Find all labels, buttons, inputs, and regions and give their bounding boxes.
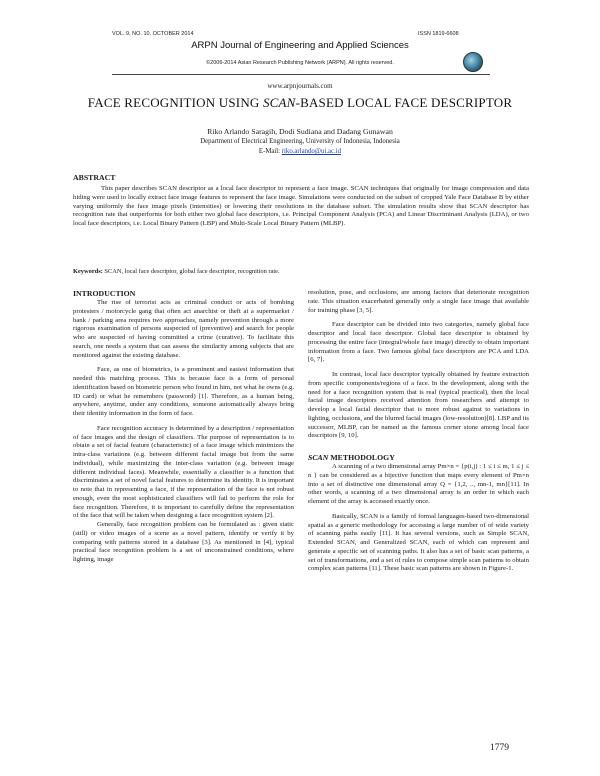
paper-title: [0, 95, 600, 111]
page-number: 1779: [490, 743, 509, 753]
email-line: [0, 148, 600, 155]
volume-info: VOL. 9, NO. 10, OCTOBER 2014: [112, 31, 194, 37]
method-heading-rest: METHODOLOGY: [328, 453, 395, 462]
right-column: [308, 289, 529, 574]
authors: Riko Arlando Saragih, Dodi Sudiana and Dadang Gunawan: [207, 127, 393, 136]
affiliation: Department of Electrical Engineering, University of Indonesia, Indonesia: [200, 138, 400, 145]
abstract-heading: ABSTRACT: [73, 173, 116, 182]
left-column: [73, 289, 294, 565]
keywords-label: Keywords:: [73, 268, 103, 275]
method-heading-scan: SCAN: [308, 453, 329, 462]
intro-paragraph-3: Face recognition accuracy is determined by a description / representation of face images and the design of classifiers. The purpose of representation is to obtain a set of facial feature (characteristic) of a face image which minimizes the intra-class variations (e.g. between different facial image but from the same individual), while maximizing the inter-class variation (e.g. between image different individual faces). Meanwhile, essentially a classifier is a function that discriminates a set of novel facial features to determine its identity. It is important to note that in representing a face, if the representation of the face is not robust enough, even the most sophisticated classifiers will fail to perform the role for face recognition. Therefore, it is important to carefully define the representation of the face that will be taken when designing a face recognition system [2].: [73, 424, 294, 520]
header-divider: [112, 74, 490, 75]
method-heading: [308, 453, 529, 463]
email-label: E-Mail:: [258, 148, 282, 155]
intro-heading: INTRODUCTION: [73, 289, 136, 298]
title-scan: SCAN: [262, 95, 296, 110]
title-part-2: -BASED LOCAL FACE DESCRIPTOR: [295, 95, 513, 110]
keywords-list: SCAN, local face descriptor, global face descriptor, recognition rate.: [102, 268, 280, 275]
email-link[interactable]: riko.arlando@ui.ac.id: [281, 148, 342, 155]
intro-paragraph-6: Face descriptor can be divided into two categories, namely global face descriptor and local face descriptor. Global face descriptor is obtained by processing the entire face (integral/whole face image) directly to obtain important information from a face. Two famous global face descriptors are PCA and LDA [6, 7].: [308, 321, 529, 364]
issn: ISSN 1819-6608: [418, 31, 459, 37]
intro-paragraph-7: In contrast, local face descriptor typically obtained by feature extraction from specific components/regions of a face. In the development, along with the need for a face recognition system that is real (typical practical), then the local facial image descriptors received attention from researchers and attempt to develop a local facial descriptor that is more robust against to variations in lighting, occlusions, and the blurred facial images (low-resolution)[8]. LBP and its successor, MLBP, can be named as the famous corner stone among local face descriptors [9, 10].: [308, 371, 529, 440]
abstract-text: This paper describes SCAN descriptor as a local face descriptor to represent a face image. SCAN techniques that originally for image compression and data hiding were used to locally extract face image features to represent the face image. Simulations were conducted on the subset of cropped Yale Face Database B by either varying uniformly the face image pixels (intensities) or lowering their resolutions in the database subset. The simulation results show that SCAN descriptor has recognition rate that outperforms for both either two global face descriptors, i.e. Principal Component Analysis (PCA) and Linear Discriminant Analysis (LDA), or two local face descriptors, i.e. Local Binary Pattern (LBP) and Multi-Scale Local Binary Pattern (MLBP).: [73, 185, 529, 227]
journal-website: www.arpnjournals.com: [267, 82, 333, 90]
method-paragraph-1: A scanning of a two dimensional array Pm×n = {p(i,j) : 1 ≤ i ≤ m, 1 ≤ j ≤ n } can be considered as a bijective function that maps every element of Pm×n into a set of distinctive one dimensional array Q = {1,2, .., mn-1, mn}[11]. In other words, a scanning of a two dimensional array is an order in which each element of the array is accessed exactly once.: [308, 463, 529, 505]
journal-name: ARPN Journal of Engineering and Applied Sciences: [191, 40, 409, 51]
intro-paragraph-4: Generally, face recognition problem can be formulated as : given static (still) or video images of a scene as a novel pattern, identify or verify it by comparing with patterns stored in a database [3]. As mentioned in [4], typical practical face recognition problem is a set of unconstrained conditions, where lighting, image: [73, 521, 294, 563]
intro-paragraph-1: The rise of terrorist acts as criminal conduct or acts of bombing protesters / motorcycle gang that often act anarchist or theft at a supermarket / bank / parking area requires two approaches, namely prevention through a more rigorous examination of persons suspected of (preventive) and search for people who are suspected of having committed a crime (curative). To facilitate this search, one needs a system that can assess the similarity among subjects that are monitored against the existing database.: [73, 299, 294, 359]
intro-paragraph-2: Face, as one of biometrics, is a prominent and easiest information that needed this matching process. This is because face is a form of personal identification based on biometric person who found in him, not what he owns (e.g. ID card) or what he remembers (password) [1]. Therefore, as a human being, anywhere, anytime, under any conditions, someone automatically always bring their identity information in the form of face.: [73, 366, 295, 417]
keywords-line: [73, 268, 529, 275]
copyright-line: ©2006-2014 Asian Research Publishing Network (ARPN). All rights reserved.: [206, 60, 394, 66]
title-part-1: FACE RECOGNITION USING: [87, 95, 263, 110]
method-paragraph-2: Basically, SCAN is a family of formal languages-based two-dimensional spatial as a generic methodology for accessing a large number of of wide variety of scanning paths easily [11]. It has several versions, such as Simple SCAN, Extended SCAN, and Generalized SCAN, each of which can represent and generate a specific set of scanning paths. It also has a set of basic scan patterns, a set of transformations, and a set of rules to compose simple scan patterns to obtain complex scan patterns [11]. These basic scan patterns are shown in Figure-1.: [308, 512, 529, 573]
intro-paragraph-5: resolution, pose, and occlusions, are among factors that deteriorate recognition rate. This situation exacerbated generally only a single face image that available for training phase [3, 5].: [308, 289, 529, 314]
